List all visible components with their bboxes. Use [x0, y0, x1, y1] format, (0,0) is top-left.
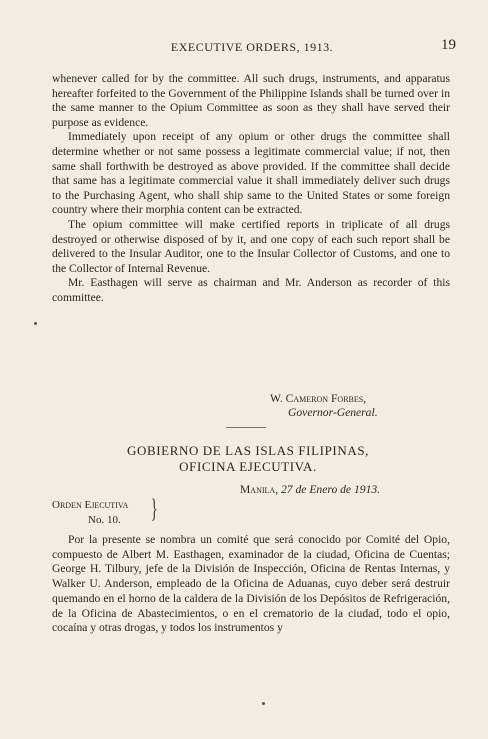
page-number: 19	[441, 37, 456, 53]
paragraph-chairman: Mr. Easthagen will serve as chairman and Mr. Anderson as recorder of this committee.	[52, 276, 450, 304]
spanish-order-text	[52, 533, 450, 636]
paragraph-reports: The opium committee will make certified reports in triplicate of all drugs destroyed or otherwise disposed of by it, and one copy of each such report shall be delivered to the Insular Auditor, one to the Insular Collector of Customs, and one to the Collector of Internal Revenue.	[52, 217, 450, 275]
signatory-title: Governor-General.	[288, 406, 378, 419]
english-order-text	[52, 72, 450, 306]
dateline-place: Manila,	[240, 483, 279, 496]
paragraph-continuation: whenever called for by the committee. All such drugs, instruments, and apparatus hereafter forfeited to the Government of the Philippine Islands shall be turned over in the same manner to the Opium Committee as soon as they shall have served their purpose as evidence.	[52, 72, 450, 129]
spanish-heading-line2: OFICINA EJECUTIVA.	[179, 459, 317, 474]
brace-icon: }	[150, 494, 158, 523]
signature-block	[270, 392, 378, 420]
page-dot-icon	[262, 702, 265, 705]
spanish-paragraph: Por la presente se nombra un comité que será conocido por Comité del Opio, compuesto de Albert M. Easthagen, examinador de la ciudad, Oficina de Cuentas; George H. Tilbury, jefe de la División de Inspección, Oficina de Rentas Internas, y Walker U. Anderson, empleado de la Oficina de Aduanas, cuyo deber será destruir quemando en el horno de la caldera de la División de los Depósitos de Refrigeración, de la Oficina de Abastecimientos, o en el crematorio de la ciudad, todo el opio, cocaína y otras drogas, y todos los instrumentos y	[52, 533, 450, 635]
spanish-heading-line1: GOBIERNO DE LAS ISLAS FILIPINAS,	[126, 443, 369, 458]
order-label	[52, 498, 128, 528]
dateline	[240, 483, 380, 496]
dateline-date: 27 de Enero de 1913.	[281, 483, 381, 496]
section-divider	[226, 427, 266, 428]
order-label-title: Orden Ejecutiva	[52, 499, 129, 511]
signatory-name: W. Cameron Forbes,	[270, 392, 367, 405]
running-header: EXECUTIVE ORDERS, 1913.	[170, 40, 334, 54]
order-number: No. 10.	[88, 514, 121, 526]
margin-dot-icon	[34, 322, 37, 325]
paragraph-drug-disposal: Immediately upon receipt of any opium or other drugs the committee shall determine whether or not same possess a legitimate commercial value; if not, then same shall forthwith be destroyed as above provided. If the committee shall decide that same has a legitimate commercial value it shall immediately deliver such drugs to the Purchasing Agent, who shall ship same to the United States or some foreign country where their morphia content can be extracted.	[52, 130, 450, 217]
